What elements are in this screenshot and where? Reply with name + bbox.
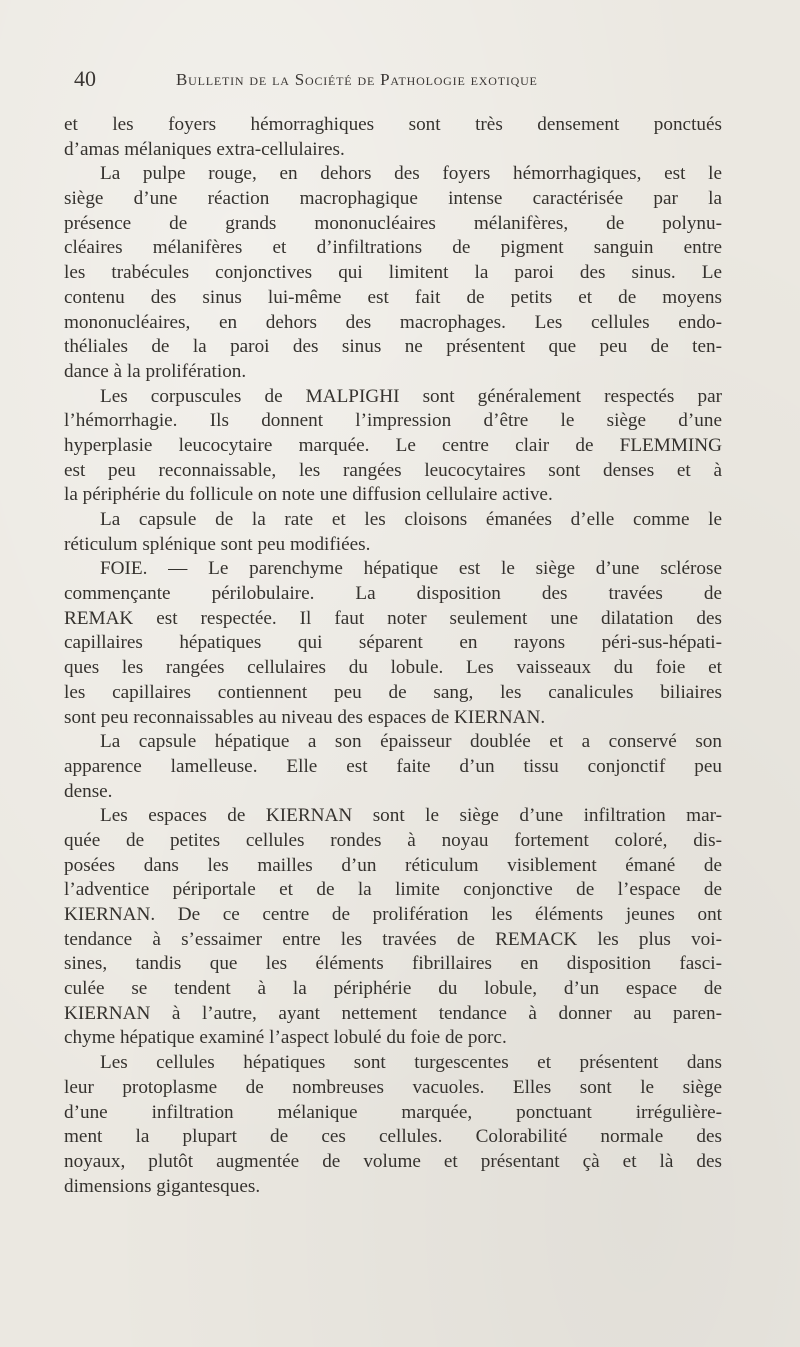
text-line: dance à la prolifération. [64,360,247,382]
text-line: chyme hépatique examiné l’aspect lobulé du foie de porc. [64,1027,507,1049]
text-line: KIERNAN. De ce centre de prolifération les éléments jeunes ont [64,904,722,925]
text-line: hyperplasie leucocytaire marquée. Le centre clair de FLEMMING [64,434,722,456]
running-head [74,66,734,96]
text-line: commençante périlobulaire. La disposition des travées de [64,583,722,605]
text-line: capillaires hépatiques qui séparent en rayons péri-sus-hépati- [64,632,722,654]
text-line: culée se tendent à la périphérie du lobule, d’un espace de [64,978,722,1000]
text-line: leur protoplasme de nombreuses vacuoles. Elles sont le siège [64,1076,722,1098]
text-line: Les cellules hépatiques sont turgescentes et présentent dans [100,1052,722,1074]
text-line: apparence lamelleuse. Elle est faite d’un tissu conjonctif peu [64,755,722,777]
text-line: Les espaces de KIERNAN sont le siège d’une infiltration mar- [100,805,722,827]
text-line: contenu des sinus lui-même est fait de petits et de moyens [64,286,722,308]
text-line: est peu reconnaissable, les rangées leucocytaires sont denses et à [64,459,722,481]
text-line: d’une infiltration mélanique marquée, ponctuant irrégulière- [64,1101,722,1123]
text-line: quée de petites cellules rondes à noyau fortement coloré, dis- [64,829,722,851]
text-line: noyaux, plutôt augmentée de volume et présentant çà et là des [64,1150,722,1172]
text-line: la périphérie du follicule on note une diffusion cellulaire active. [64,484,553,506]
text-line: sont peu reconnaissables au niveau des espaces de KIERNAN. [64,706,546,728]
text-line: siège d’une réaction macrophagique intense caractérisée par la [64,188,722,210]
text-line: La capsule de la rate et les cloisons émanées d’elle comme le [100,509,722,530]
text-line: posées dans les mailles d’un réticulum visiblement émané de [64,854,722,876]
text-line: dimensions gigantesques. [64,1175,261,1197]
text-line: mononucléaires, en dehors des macrophages. Les cellules endo- [64,311,722,333]
text-line: les capillaires contiennent peu de sang, les canalicules biliaires [64,681,722,703]
text-line: FOIE. — Le parenchyme hépatique est le siège d’une sclérose [100,558,722,580]
text-line: La capsule hépatique a son épaisseur doublée et a conservé son [100,731,722,753]
text-line: théliales de la paroi des sinus ne présentent que peu de ten- [64,336,722,358]
text-line: l’hémorrhagie. Ils donnent l’impression d’être le siège d’une [64,410,722,432]
text-line: présence de grands mononucléaires mélanifères, de polynu- [64,212,722,234]
text-line: La pulpe rouge, en dehors des foyers hémorrhagiques, est le [100,163,722,185]
text-line: cléaires mélanifères et d’infiltrations de pigment sanguin entre [64,237,722,259]
text-line: d’amas mélaniques extra-cellulaires. [64,138,345,160]
text-line: dense. [64,780,113,802]
journal-title: Bulletin de la Société de Pathologie exotique [176,70,538,89]
page-number: 40 [74,66,96,91]
text-line: ques les rangées cellulaires du lobule. Les vaisseaux du foie et [64,657,722,679]
text-line: les trabécules conjonctives qui limitent la paroi des sinus. Le [64,262,722,284]
text-line: REMAK est respectée. Il faut noter seulement une dilatation des [64,607,722,629]
text-line: ment la plupart de ces cellules. Colorabilité normale des [64,1126,722,1148]
text-line: l’adventice périportale et de la limite conjonctive de l’espace de [64,879,722,901]
text-line: tendance à s’essaimer entre les travées de REMACK les plus voi- [64,928,722,950]
text-line: KIERNAN à l’autre, ayant nettement tendance à donner au paren- [64,1002,722,1024]
text-line: Les corpuscules de MALPIGHI sont généralement respectés par [100,385,722,407]
text-line: réticulum splénique sont peu modifiées. [64,533,371,555]
text-line: et les foyers hémorraghiques sont très densement ponctués [64,114,722,135]
text-line: sines, tandis que les éléments fibrillaires en disposition fasci- [64,953,722,975]
body-text [64,113,722,1199]
